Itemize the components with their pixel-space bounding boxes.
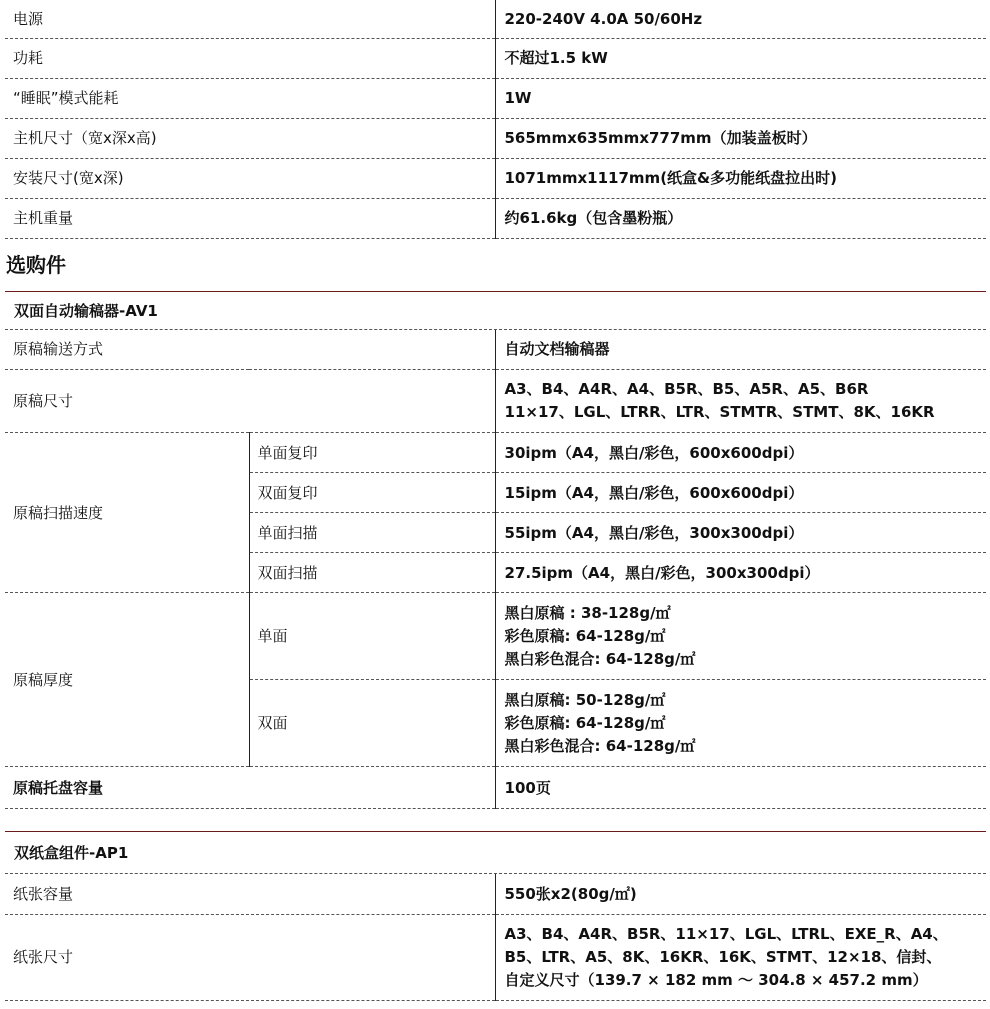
spec-sublabel: 双面复印 [249, 473, 495, 513]
spec-row-weight [5, 198, 986, 238]
spec-row-tray-capacity [5, 767, 986, 809]
spec-label: 主机尺寸（宽x深x高) [5, 118, 495, 158]
value-line: B5、LTR、A5、8K、16KR、16K、STMT、12×18、信封、 [504, 947, 942, 966]
spec-row-paper-size [5, 914, 986, 1000]
spec-label: 电源 [5, 0, 495, 38]
spec-label: 纸张容量 [5, 874, 495, 914]
spec-label: 原稿输送方式 [5, 330, 495, 370]
spec-value: 自动文档输稿器 [495, 330, 986, 370]
spec-value [495, 914, 986, 1000]
options-heading: 选购件 [6, 252, 66, 277]
spec-label: 安装尺寸(宽x深) [5, 158, 495, 198]
value-line: 彩色原稿: 64-128g/㎡ [504, 626, 666, 645]
spec-row-power [5, 0, 986, 38]
spec-value [495, 593, 986, 680]
main-spec-table [5, 0, 986, 239]
spec-value: 220-240V 4.0A 50/60Hz [495, 0, 986, 38]
spec-value: 27.5ipm（A4，黑白/彩色，300x300dpi） [495, 553, 986, 593]
spec-value [495, 370, 986, 433]
value-line: 自定义尺寸（139.7 × 182 mm ～ 304.8 × 457.2 mm） [504, 970, 928, 989]
spec-value: 55ipm（A4，黑白/彩色，300x300dpi） [495, 513, 986, 553]
spec-sublabel: 单面 [249, 593, 495, 680]
spec-label: “睡眠”模式能耗 [5, 78, 495, 118]
spec-row-paper-capacity [5, 874, 986, 914]
spec-value: 565mmx635mmx777mm（加装盖板时） [495, 118, 986, 158]
section-title-av1: 双面自动输稿器-AV1 [5, 291, 986, 330]
value-line: A3、B4、A4R、A4、B5R、B5、A5R、A5、B6R [504, 380, 869, 398]
spec-row-feed-method [5, 330, 986, 370]
spec-label: 功耗 [5, 38, 495, 78]
value-line: 黑白彩色混合: 64-128g/㎡ [504, 736, 696, 755]
spec-value: 15ipm（A4，黑白/彩色，600x600dpi） [495, 473, 986, 513]
spec-sheet [5, 0, 986, 1001]
ap1-spec-table [5, 874, 986, 1001]
spec-sublabel: 单面扫描 [249, 513, 495, 553]
spec-value [495, 680, 986, 767]
value-line: 11×17、LGL、LTRR、LTR、STMTR、STMT、8K、16KR [504, 403, 935, 421]
spec-row-sleep [5, 78, 986, 118]
value-line: 黑白原稿 : 38-128g/㎡ [504, 603, 671, 622]
spec-row-consumption [5, 38, 986, 78]
spec-label: 原稿尺寸 [5, 370, 495, 433]
spec-label: 纸张尺寸 [5, 914, 495, 1000]
value-line: 黑白原稿: 50-128g/㎡ [504, 690, 666, 709]
spec-row-install-size [5, 158, 986, 198]
spec-row-original-size [5, 370, 986, 433]
spec-label: 原稿托盘容量 [5, 767, 495, 809]
section-title-ap1: 双纸盒组件-AP1 [5, 832, 986, 874]
spec-value: 1W [495, 78, 986, 118]
spec-value: 30ipm（A4，黑白/彩色，600x600dpi） [495, 433, 986, 473]
spec-value: 550张x2(80g/㎡) [495, 874, 986, 914]
value-line: A3、B4、A4R、B5R、11×17、LGL、LTRL、EXE_R、A4、 [504, 924, 948, 943]
spec-sublabel: 双面 [249, 680, 495, 767]
spec-label: 原稿扫描速度 [5, 433, 249, 593]
section-divider [5, 809, 986, 832]
spec-label: 原稿厚度 [5, 593, 249, 767]
spec-value: 约61.6kg（包含墨粉瓶） [495, 198, 986, 238]
spec-row-scan-speed [5, 433, 986, 473]
spec-label: 主机重量 [5, 198, 495, 238]
spec-sublabel: 双面扫描 [249, 553, 495, 593]
spec-value: 1071mmx1117mm(纸盒&多功能纸盘拉出时) [495, 158, 986, 198]
av1-spec-table [5, 330, 986, 810]
value-line: 彩色原稿: 64-128g/㎡ [504, 713, 666, 732]
spec-value: 100页 [495, 767, 986, 809]
spec-sublabel: 单面复印 [249, 433, 495, 473]
spec-row-dimensions [5, 118, 986, 158]
value-line: 黑白彩色混合: 64-128g/㎡ [504, 649, 696, 668]
spec-row-thickness [5, 593, 986, 680]
spec-value: 不超过1.5 kW [495, 38, 986, 78]
